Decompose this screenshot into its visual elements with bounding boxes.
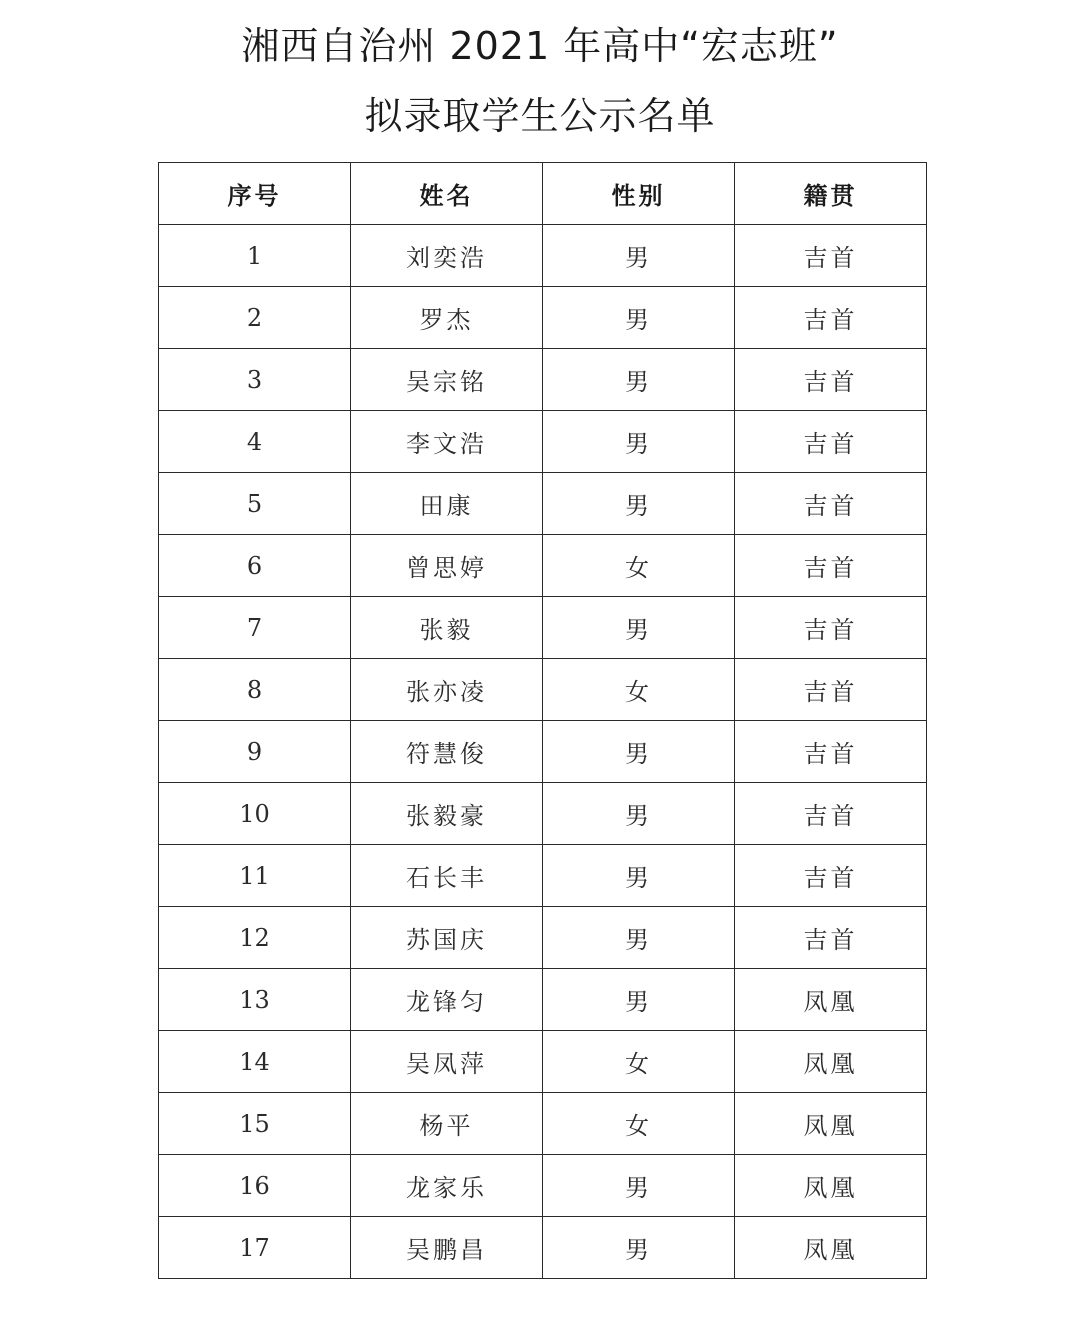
gender-cell: 女 bbox=[543, 1093, 735, 1155]
gender-cell: 男 bbox=[543, 845, 735, 907]
table-row bbox=[159, 907, 927, 969]
native-place-cell: 吉首 bbox=[735, 783, 927, 845]
gender-cell: 男 bbox=[543, 597, 735, 659]
admission-list-table bbox=[158, 162, 927, 1279]
serial-number-cell: 10 bbox=[159, 783, 351, 845]
table-row bbox=[159, 659, 927, 721]
gender-cell: 男 bbox=[543, 969, 735, 1031]
native-place-cell: 凤凰 bbox=[735, 1155, 927, 1217]
gender-cell: 男 bbox=[543, 1217, 735, 1279]
student-name-cell: 苏国庆 bbox=[351, 907, 543, 969]
serial-number-cell: 11 bbox=[159, 845, 351, 907]
student-name-cell: 张毅 bbox=[351, 597, 543, 659]
serial-number-cell: 2 bbox=[159, 287, 351, 349]
serial-number-cell: 14 bbox=[159, 1031, 351, 1093]
native-place-cell: 吉首 bbox=[735, 225, 927, 287]
table-row bbox=[159, 1217, 927, 1279]
student-name-cell: 张亦凌 bbox=[351, 659, 543, 721]
native-place-cell: 吉首 bbox=[735, 659, 927, 721]
gender-cell: 男 bbox=[543, 721, 735, 783]
table-row bbox=[159, 411, 927, 473]
student-name-cell: 吴鹏昌 bbox=[351, 1217, 543, 1279]
native-place-cell: 吉首 bbox=[735, 287, 927, 349]
table-row bbox=[159, 1155, 927, 1217]
table-row bbox=[159, 783, 927, 845]
header-name: 姓名 bbox=[351, 163, 543, 225]
student-name-cell: 罗杰 bbox=[351, 287, 543, 349]
table-row bbox=[159, 597, 927, 659]
student-name-cell: 张毅豪 bbox=[351, 783, 543, 845]
serial-number-cell: 9 bbox=[159, 721, 351, 783]
gender-cell: 女 bbox=[543, 659, 735, 721]
header-serial-number: 序号 bbox=[159, 163, 351, 225]
table-row bbox=[159, 1031, 927, 1093]
native-place-cell: 吉首 bbox=[735, 721, 927, 783]
student-name-cell: 吴凤萍 bbox=[351, 1031, 543, 1093]
table-row bbox=[159, 287, 927, 349]
native-place-cell: 吉首 bbox=[735, 845, 927, 907]
serial-number-cell: 13 bbox=[159, 969, 351, 1031]
student-name-cell: 曾思婷 bbox=[351, 535, 543, 597]
native-place-cell: 吉首 bbox=[735, 349, 927, 411]
native-place-cell: 吉首 bbox=[735, 597, 927, 659]
gender-cell: 男 bbox=[543, 473, 735, 535]
serial-number-cell: 4 bbox=[159, 411, 351, 473]
serial-number-cell: 12 bbox=[159, 907, 351, 969]
serial-number-cell: 3 bbox=[159, 349, 351, 411]
native-place-cell: 凤凰 bbox=[735, 969, 927, 1031]
student-name-cell: 李文浩 bbox=[351, 411, 543, 473]
serial-number-cell: 7 bbox=[159, 597, 351, 659]
gender-cell: 女 bbox=[543, 535, 735, 597]
table-row bbox=[159, 845, 927, 907]
table-row bbox=[159, 473, 927, 535]
student-name-cell: 龙锋匀 bbox=[351, 969, 543, 1031]
student-name-cell: 吴宗铭 bbox=[351, 349, 543, 411]
gender-cell: 男 bbox=[543, 907, 735, 969]
serial-number-cell: 5 bbox=[159, 473, 351, 535]
serial-number-cell: 16 bbox=[159, 1155, 351, 1217]
native-place-cell: 凤凰 bbox=[735, 1093, 927, 1155]
table-row bbox=[159, 721, 927, 783]
serial-number-cell: 8 bbox=[159, 659, 351, 721]
table-header-row bbox=[159, 163, 927, 225]
student-name-cell: 石长丰 bbox=[351, 845, 543, 907]
gender-cell: 男 bbox=[543, 1155, 735, 1217]
document-title-line-1: 湘西自治州 2021 年高中“宏志班” bbox=[241, 24, 839, 68]
student-name-cell: 龙家乐 bbox=[351, 1155, 543, 1217]
gender-cell: 男 bbox=[543, 287, 735, 349]
gender-cell: 男 bbox=[543, 349, 735, 411]
student-name-cell: 杨平 bbox=[351, 1093, 543, 1155]
native-place-cell: 吉首 bbox=[735, 907, 927, 969]
native-place-cell: 凤凰 bbox=[735, 1217, 927, 1279]
student-name-cell: 符慧俊 bbox=[351, 721, 543, 783]
table-row bbox=[159, 535, 927, 597]
student-name-cell: 田康 bbox=[351, 473, 543, 535]
native-place-cell: 吉首 bbox=[735, 535, 927, 597]
table-row bbox=[159, 1093, 927, 1155]
header-native-place: 籍贯 bbox=[735, 163, 927, 225]
serial-number-cell: 15 bbox=[159, 1093, 351, 1155]
native-place-cell: 吉首 bbox=[735, 411, 927, 473]
document-title-line-2: 拟录取学生公示名单 bbox=[364, 94, 716, 138]
gender-cell: 男 bbox=[543, 411, 735, 473]
serial-number-cell: 1 bbox=[159, 225, 351, 287]
gender-cell: 女 bbox=[543, 1031, 735, 1093]
native-place-cell: 吉首 bbox=[735, 473, 927, 535]
gender-cell: 男 bbox=[543, 225, 735, 287]
gender-cell: 男 bbox=[543, 783, 735, 845]
student-name-cell: 刘奕浩 bbox=[351, 225, 543, 287]
table-row bbox=[159, 225, 927, 287]
table-body bbox=[159, 225, 927, 1279]
table-row bbox=[159, 349, 927, 411]
table-row bbox=[159, 969, 927, 1031]
serial-number-cell: 6 bbox=[159, 535, 351, 597]
native-place-cell: 凤凰 bbox=[735, 1031, 927, 1093]
serial-number-cell: 17 bbox=[159, 1217, 351, 1279]
header-gender: 性别 bbox=[543, 163, 735, 225]
